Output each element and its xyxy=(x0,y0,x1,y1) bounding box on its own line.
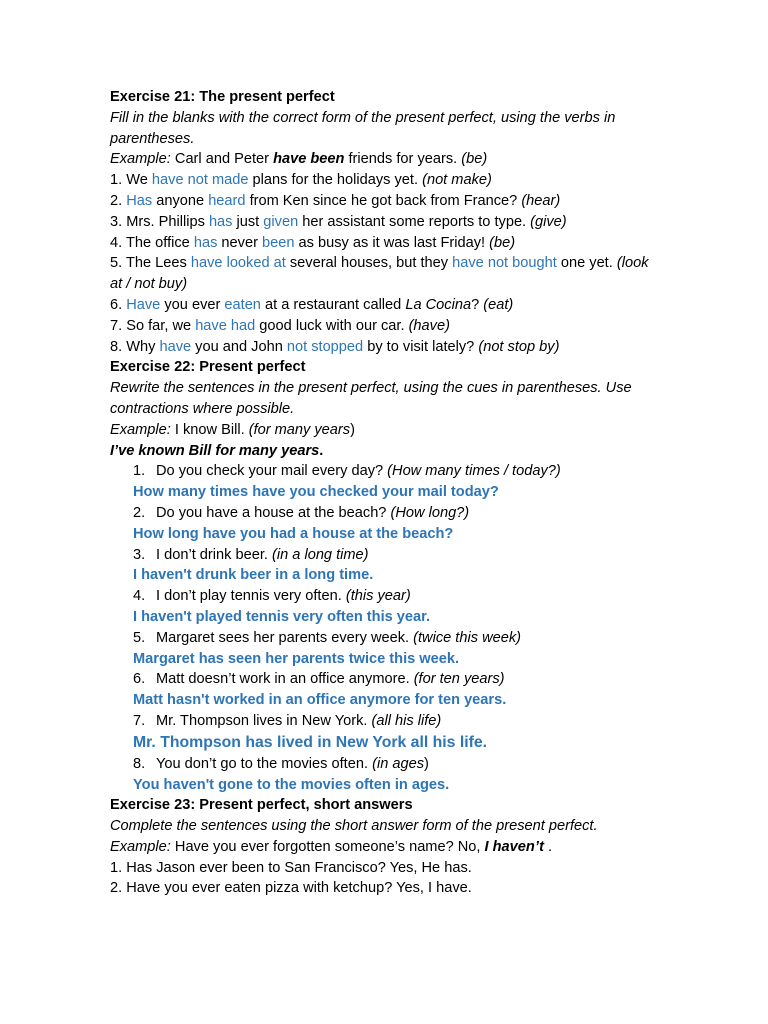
exercise-21-item xyxy=(110,212,655,233)
example-text: friends for years. xyxy=(344,151,462,168)
exercise-22-question xyxy=(110,754,655,775)
exercise-22-question xyxy=(110,711,655,732)
question-text: Mr. Thompson lives in New York. xyxy=(156,712,372,729)
exercise-22-question xyxy=(110,503,655,524)
question-cue: (How many times / today?) xyxy=(387,463,561,480)
item-cue: (be) xyxy=(489,234,516,251)
question-cue: (all his life) xyxy=(371,712,442,729)
exercise-22-answer: I haven't played tennis very often this year. xyxy=(133,608,431,625)
item-text: 8. Why xyxy=(110,338,160,355)
question-cue: (How long?) xyxy=(390,504,470,521)
item-answer: have not made xyxy=(151,172,249,189)
item-text: anyone xyxy=(152,192,209,209)
exercise-21-item xyxy=(110,316,655,337)
exercise-21-instruction: Fill in the blanks with the correct form of the present perfect, using the verbs in parentheses. xyxy=(110,109,616,147)
exercise-21-item xyxy=(110,191,655,212)
item-cue: (look at / not buy) xyxy=(110,255,649,293)
example-label: Example: xyxy=(110,421,171,438)
example-answer: I’ve known Bill for many years xyxy=(110,442,320,459)
exercise-22-answer: You haven't gone to the movies often in ages. xyxy=(133,776,450,793)
item-answer: heard xyxy=(208,192,246,209)
example-cue: (be) xyxy=(461,151,488,168)
question-text: Do you have a house at the beach? xyxy=(156,504,391,521)
exercise-21-item xyxy=(110,253,655,295)
example-text: Have you ever forgotten someone’s name? No, xyxy=(170,838,485,855)
item-answer: Has xyxy=(126,192,153,209)
item-text: you ever xyxy=(160,296,225,313)
exercise-22-answer: I haven't drunk beer in a long time. xyxy=(133,567,374,584)
item-text: at a restaurant called xyxy=(260,296,406,313)
item-answer: has xyxy=(208,213,233,230)
item-number: 4. xyxy=(133,588,146,605)
item-text: one yet. xyxy=(556,255,617,272)
item-answer: have xyxy=(159,338,192,355)
item-text: ? xyxy=(471,296,484,313)
exercise-21-item xyxy=(110,233,655,254)
item-number: 5. xyxy=(133,629,146,646)
question-text: ) xyxy=(424,755,429,772)
question-text: Do you check your mail every day? xyxy=(156,463,388,480)
exercise-21-item xyxy=(110,337,655,358)
exercise-22-question xyxy=(110,545,655,566)
question-cue: (this year) xyxy=(345,588,411,605)
example-text: . xyxy=(544,838,553,855)
item-cue: (have) xyxy=(408,317,450,334)
exercise-22-answer: Margaret has seen her parents twice this week. xyxy=(133,650,460,667)
item-text: by to visit lately? xyxy=(363,338,479,355)
item-answer: Have xyxy=(126,296,161,313)
item-cue: (eat) xyxy=(483,296,514,313)
item-text: several houses, but they xyxy=(285,255,453,272)
exercise-21-item xyxy=(110,170,655,191)
item-answer: eaten xyxy=(224,296,261,313)
item-text: just xyxy=(232,213,264,230)
example-answer: I haven’t xyxy=(484,838,544,855)
exercise-22-example xyxy=(110,420,655,441)
item-answer: have looked at xyxy=(190,255,286,272)
exercise-22-question xyxy=(110,669,655,690)
item-cue: (hear) xyxy=(521,192,561,209)
item-answer: have not bought xyxy=(452,255,557,272)
exercise-22-answer: How many times have you checked your mail today? xyxy=(133,484,499,501)
item-cue: (not make) xyxy=(422,172,492,189)
item-text: as busy as it was last Friday! xyxy=(294,234,490,251)
item-number: 1. xyxy=(133,463,146,480)
item-cue: (give) xyxy=(530,213,567,230)
example-text: I know Bill. xyxy=(170,421,249,438)
item-cue: (not stop by) xyxy=(478,338,560,355)
restaurant-name: La Cocina xyxy=(405,296,472,313)
question-text: Matt doesn’t work in an office anymore. xyxy=(156,671,414,688)
question-text: Margaret sees her parents every week. xyxy=(156,629,414,646)
exercise-22-instruction: Rewrite the sentences in the present perfect, using the cues in parentheses. Use contractions where possible. xyxy=(110,380,632,417)
item-number: 7. xyxy=(133,712,146,729)
item-answer: given xyxy=(263,213,299,230)
exercise-22-example-answer xyxy=(110,441,655,462)
item-text: good luck with our car. xyxy=(255,317,409,334)
item-text: 4. The office xyxy=(110,234,194,251)
item-number: 3. xyxy=(133,546,146,563)
item-text: 7. So far, we xyxy=(110,317,196,334)
example-answer: have been xyxy=(273,151,345,168)
exercise-22-question xyxy=(110,461,655,482)
item-answer: not stopped xyxy=(286,338,364,355)
exercise-23-title: Exercise 23: Present perfect, short answers xyxy=(110,797,413,814)
item-text: her assistant some reports to type. xyxy=(298,213,531,230)
item-text: 1. We xyxy=(110,172,152,189)
exercise-21-item xyxy=(110,295,655,316)
example-text: Carl and Peter xyxy=(170,151,274,168)
item-number: 6. xyxy=(133,671,146,688)
item-text: 6. xyxy=(110,296,127,313)
exercise-22-answer: How long have you had a house at the beach? xyxy=(133,525,454,542)
question-cue: (in ages xyxy=(372,755,425,772)
exercise-23-instruction: Complete the sentences using the short answer form of the present perfect. xyxy=(110,818,598,835)
exercise-22-answer: Mr. Thompson has lived in New York all his life. xyxy=(133,733,488,751)
item-text: 5. The Lees xyxy=(110,255,191,272)
question-cue: (in a long time) xyxy=(272,546,369,563)
item-text: 2. xyxy=(110,192,127,209)
exercise-23-item: 1. Has Jason ever been to San Francisco? Yes, He has. xyxy=(110,859,472,876)
example-label: Example: xyxy=(110,151,171,168)
item-text: plans for the holidays yet. xyxy=(248,172,423,189)
example-text: ) xyxy=(350,421,355,438)
exercise-22-answer: Matt hasn't worked in an office anymore for ten years. xyxy=(133,692,507,709)
item-text: never xyxy=(217,234,262,251)
question-text: You don’t go to the movies often. xyxy=(156,755,373,772)
item-text: you and John xyxy=(191,338,287,355)
example-cue: (for many years xyxy=(248,421,351,438)
item-answer: been xyxy=(262,234,295,251)
exercise-22-title: Exercise 22: Present perfect xyxy=(110,359,306,376)
exercise-23-item: 2. Have you ever eaten pizza with ketchup? Yes, I have. xyxy=(110,880,472,897)
exercise-22-question xyxy=(110,586,655,607)
item-number: 8. xyxy=(133,755,146,772)
question-cue: (twice this week) xyxy=(413,629,521,646)
worksheet-content xyxy=(110,87,655,899)
example-period: . xyxy=(319,442,324,459)
example-label: Example: xyxy=(110,838,171,855)
question-text: I don’t play tennis very often. xyxy=(156,588,346,605)
item-answer: has xyxy=(193,234,218,251)
item-text: from Ken since he got back from France? xyxy=(245,192,522,209)
exercise-21-title: Exercise 21: The present perfect xyxy=(110,89,335,105)
item-number: 2. xyxy=(133,504,146,521)
question-cue: (for ten years) xyxy=(413,671,505,688)
item-answer: have had xyxy=(195,317,256,334)
exercise-22-question xyxy=(110,628,655,649)
question-text: I don’t drink beer. xyxy=(156,546,273,563)
item-text: 3. Mrs. Phillips xyxy=(110,213,209,230)
exercise-23-example xyxy=(110,837,655,858)
exercise-21-example xyxy=(110,149,655,170)
